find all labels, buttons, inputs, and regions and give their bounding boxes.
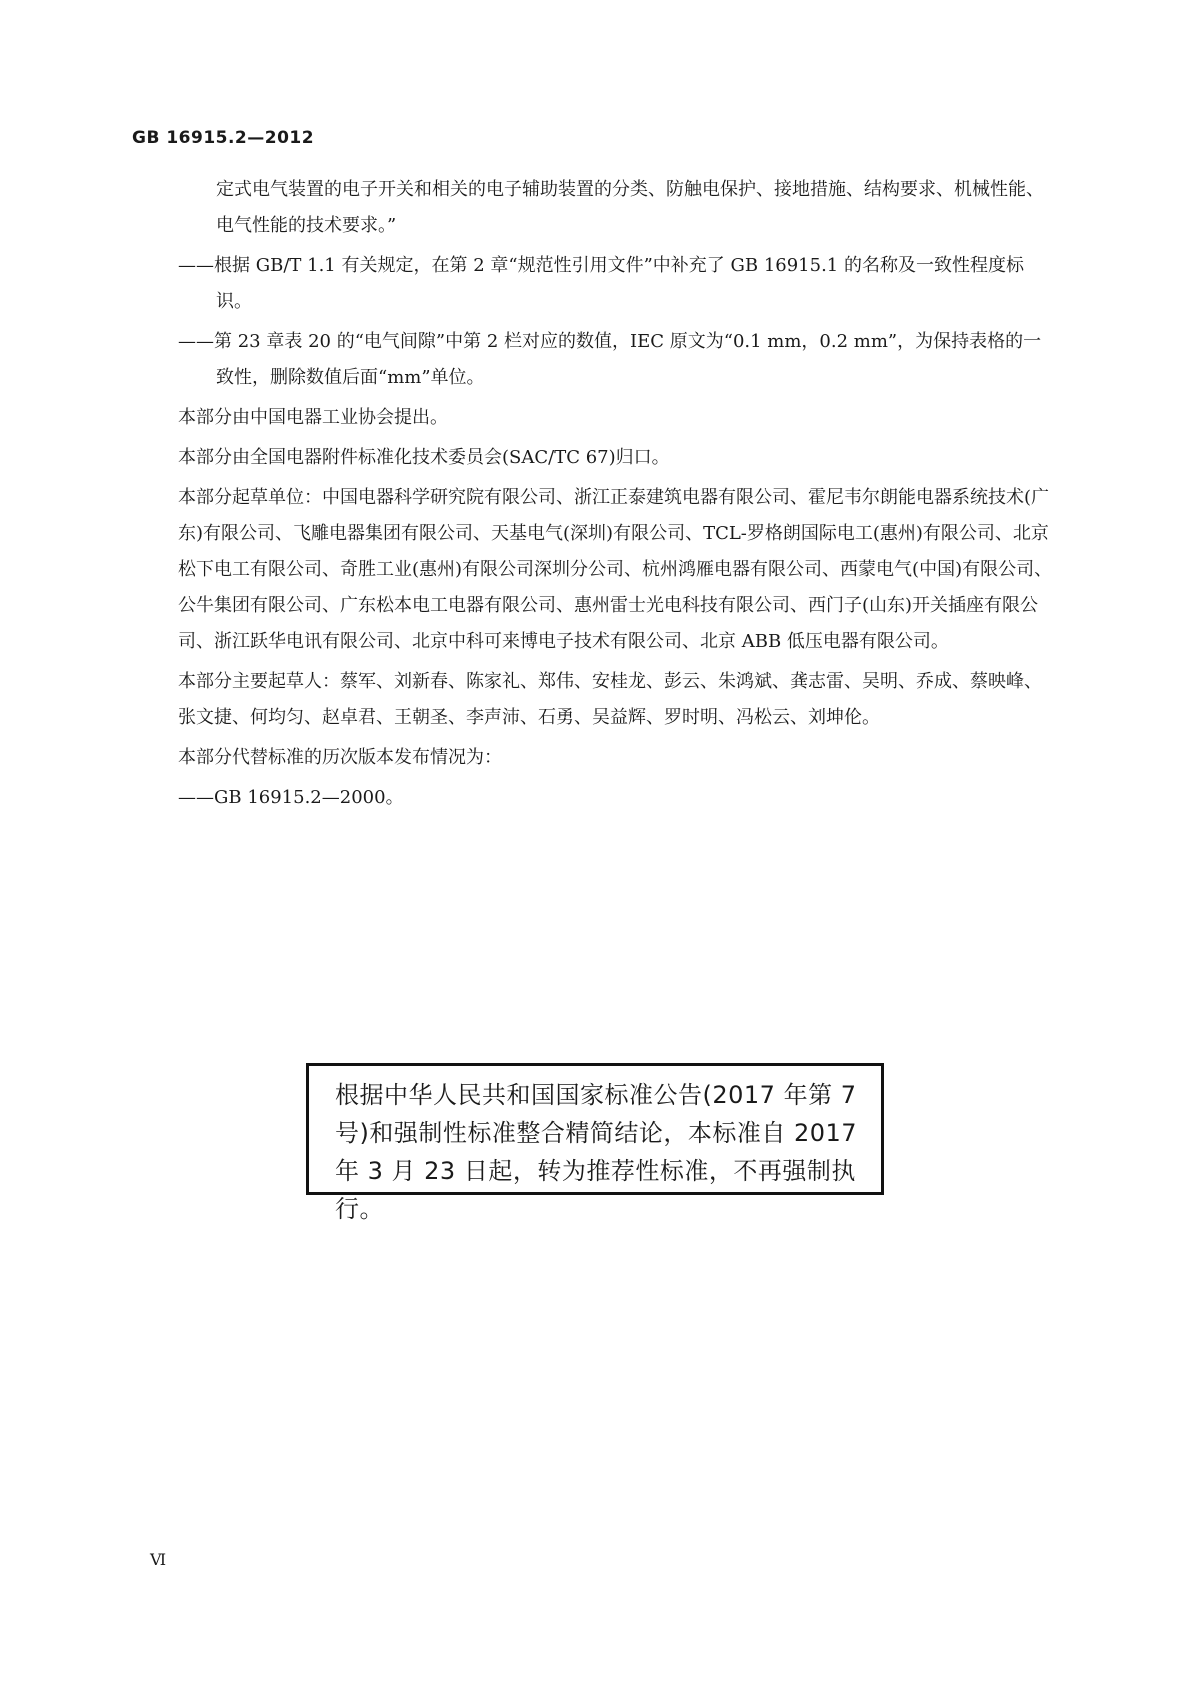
- paragraph-previous-edition-item: ——GB 16915.2—2000。: [178, 787, 404, 808]
- paragraph-scope-continuation: 定式电气装置的电子开关和相关的电子辅助装置的分类、防触电保护、接地措施、结构要求、机械性能、电气性能的技术要求。”: [216, 179, 1044, 236]
- recommended-standard-notice-box: [306, 1063, 884, 1223]
- paragraph-previous-editions: 本部分代替标准的历次版本发布情况为：: [178, 747, 502, 768]
- paragraph-centralized-by: 本部分由全国电器附件标准化技术委员会(SAC/TC 67)归口。: [178, 447, 670, 468]
- notice-text: 根据中华人民共和国国家标准公告(2017 年第 7 号)和强制性标准整合精简结论，本标准自 2017 年 3 月 23 日起，转为推荐性标准，不再强制执行。: [335, 1081, 858, 1223]
- standard-number-header: GB 16915.2—2012: [132, 128, 315, 148]
- paragraph-proposed-by: 本部分由中国电器工业协会提出。: [178, 407, 448, 428]
- page-number: Ⅵ: [150, 1550, 168, 1569]
- paragraph-drafting-units: 本部分起草单位：中国电器科学研究院有限公司、浙江正泰建筑电器有限公司、霍尼韦尔朗能电器系统技术(广东)有限公司、飞雕电器集团有限公司、天基电气(深圳)有限公司、TCL-罗格朗国际电工(惠州)有限公司、北京松下电工有限公司、奇胜工业(惠州)有限公司深圳分公司、杭州鸿雁电器有限公司、西蒙电气(中国)有限公司、公牛集团有限公司、广东松本电工电器有限公司、惠州雷士光电科技有限公司、西门子(山东)开关插座有限公司、浙江跃华电讯有限公司、北京中科可来博电子技术有限公司、北京 ABB 低压电器有限公司。: [178, 487, 1053, 652]
- paragraph-change-clearance-table: ——第 23 章表 20 的“电气间隙”中第 2 栏对应的数值，IEC 原文为“0.1 mm，0.2 mm”，为保持表格的一致性，删除数值后面“mm”单位。: [178, 331, 1042, 388]
- document-body: [178, 172, 1058, 820]
- paragraph-change-normative-refs: ——根据 GB/T 1.1 有关规定，在第 2 章“规范性引用文件”中补充了 GB 16915.1 的名称及一致性程度标识。: [178, 255, 1024, 312]
- paragraph-drafters: 本部分主要起草人：蔡军、刘新春、陈家礼、郑伟、安桂龙、彭云、朱鸿斌、龚志雷、吴明、乔成、蔡映峰、张文捷、何均匀、赵卓君、王朝圣、李声沛、石勇、吴益辉、罗时明、冯松云、刘坤伦。: [178, 671, 1042, 728]
